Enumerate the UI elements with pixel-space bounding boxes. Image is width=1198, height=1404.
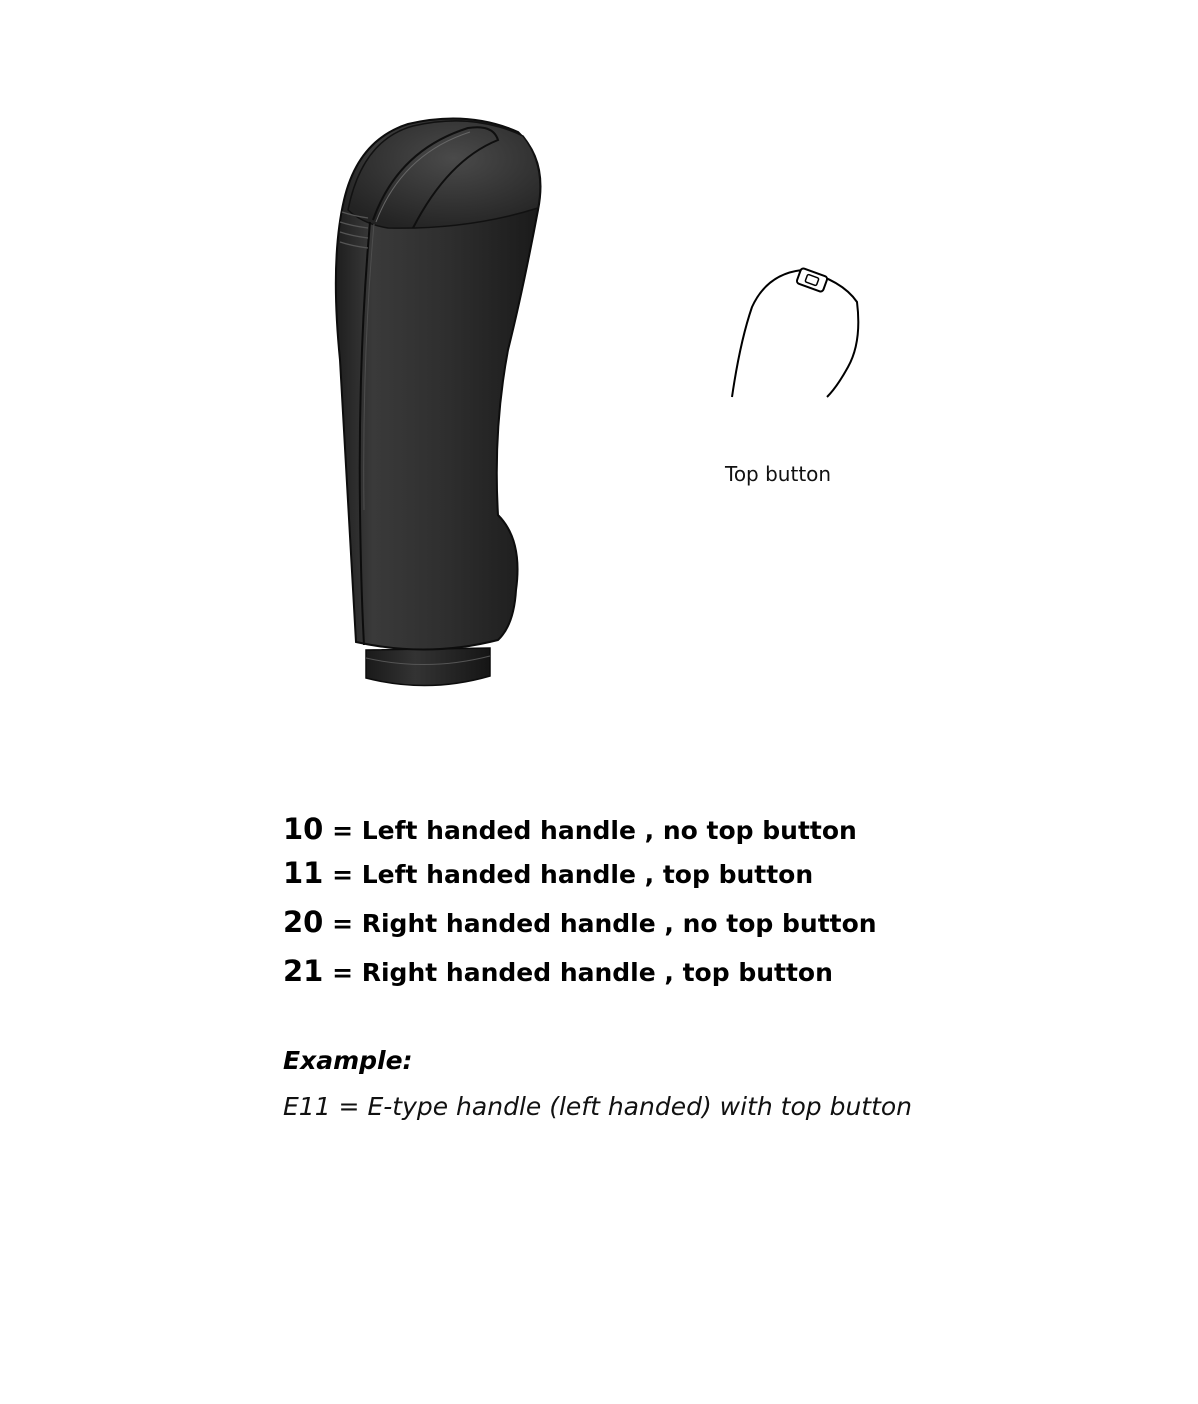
example-title: Example: xyxy=(283,1046,413,1075)
code-line-21 xyxy=(283,954,833,990)
code-line-11 xyxy=(283,856,813,892)
code-number: 10 xyxy=(283,812,324,846)
code-number: 20 xyxy=(283,905,324,939)
example-text: E11 = E-type handle (left handed) with top button xyxy=(283,1092,913,1121)
code-line-20 xyxy=(283,905,877,941)
top-button-caption: Top button xyxy=(725,462,832,486)
gear-shift-handle-icon xyxy=(318,110,558,695)
code-description: = Left handed handle , top button xyxy=(332,860,814,889)
code-number: 21 xyxy=(283,954,324,988)
top-button-outline-icon xyxy=(722,262,872,407)
code-description: = Right handed handle , top button xyxy=(332,958,833,987)
code-number: 11 xyxy=(283,856,324,890)
code-line-10 xyxy=(283,812,857,848)
code-description: = Right handed handle , no top button xyxy=(332,909,877,938)
code-description: = Left handed handle , no top button xyxy=(332,816,857,845)
